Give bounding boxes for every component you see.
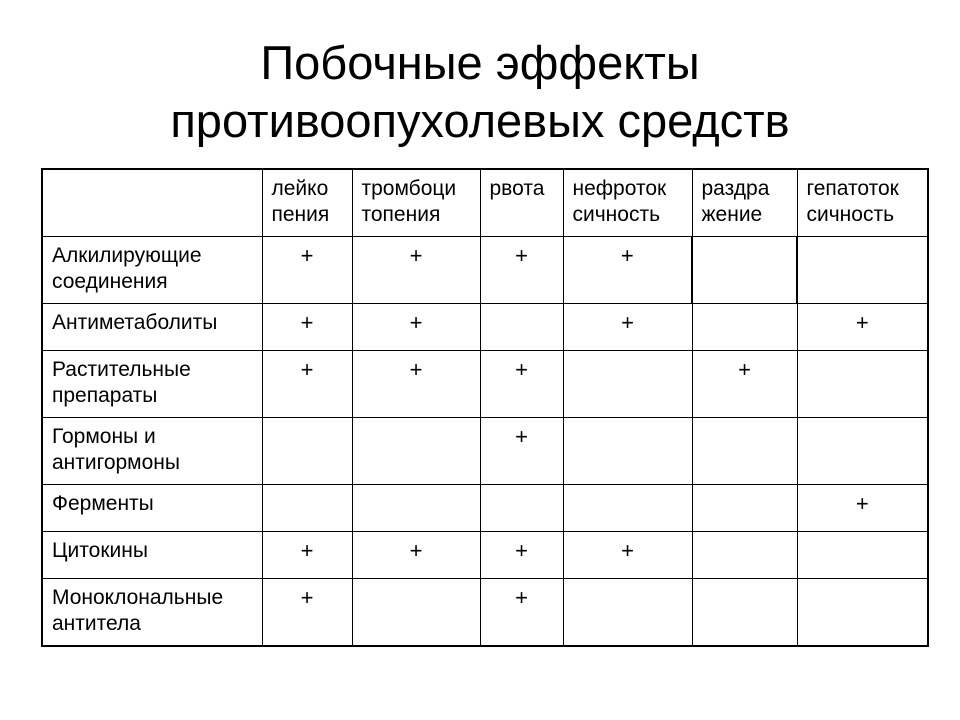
column-header <box>262 169 352 237</box>
table-cell <box>797 579 928 647</box>
table-row <box>42 418 928 485</box>
column-header-line: пения <box>271 203 330 226</box>
column-header-line: раздра <box>701 177 770 200</box>
table-cell <box>797 532 928 579</box>
column-header <box>797 169 928 237</box>
table-cell <box>692 418 797 485</box>
table-cell: + <box>480 351 563 418</box>
table-row <box>42 579 928 647</box>
column-header-line: лейко <box>271 177 329 200</box>
table-cell: + <box>262 532 352 579</box>
row-header <box>42 237 262 304</box>
table-cell <box>352 418 480 485</box>
table-cell <box>352 485 480 532</box>
table-cell: + <box>352 532 480 579</box>
row-header-line: Ферменты <box>52 492 154 515</box>
table-cell: + <box>563 304 692 351</box>
table-cell <box>797 418 928 485</box>
table-cell <box>692 532 797 579</box>
table-cell: + <box>563 532 692 579</box>
corner-cell <box>42 169 262 237</box>
table-cell: + <box>262 351 352 418</box>
row-header-line: антигормоны <box>52 451 180 474</box>
table-cell <box>692 237 797 304</box>
table-cell: + <box>563 237 692 304</box>
slide-title <box>0 34 960 150</box>
table-cell: + <box>797 485 928 532</box>
table-cell <box>480 485 563 532</box>
column-header <box>352 169 480 237</box>
column-header <box>692 169 797 237</box>
column-header-line: тромбоци <box>361 177 457 200</box>
row-header-line: Цитокины <box>52 539 148 562</box>
table-row <box>42 485 928 532</box>
table-cell <box>692 485 797 532</box>
table-cell <box>797 351 928 418</box>
column-header <box>480 169 563 237</box>
column-header-line: жение <box>701 203 763 226</box>
table-cell <box>563 485 692 532</box>
row-header-line: Гормоны и <box>52 425 156 448</box>
row-header-line: антитела <box>52 612 141 635</box>
column-header-line: сичность <box>572 203 661 226</box>
table-row <box>42 304 928 351</box>
table-cell: + <box>480 579 563 647</box>
table-cell <box>480 304 563 351</box>
table-cell: + <box>352 351 480 418</box>
row-header <box>42 579 262 647</box>
table-header-row <box>42 169 928 237</box>
row-header <box>42 485 262 532</box>
table-cell <box>262 485 352 532</box>
table-cell <box>563 579 692 647</box>
row-header <box>42 418 262 485</box>
table-row <box>42 351 928 418</box>
table-cell <box>692 304 797 351</box>
row-header-line: соединения <box>52 270 168 293</box>
column-header-line: гепатоток <box>806 177 899 200</box>
side-effects-table <box>41 168 929 647</box>
column-header-line: рвота <box>489 177 545 200</box>
column-header-line: нефроток <box>572 177 667 200</box>
row-header-line: Антиметаболиты <box>52 311 218 334</box>
row-header <box>42 351 262 418</box>
table-cell: + <box>352 304 480 351</box>
table-cell: + <box>262 579 352 647</box>
table-cell: + <box>692 351 797 418</box>
table-cell: + <box>480 532 563 579</box>
row-header <box>42 304 262 351</box>
table-cell: + <box>480 418 563 485</box>
table-cell: + <box>262 237 352 304</box>
table-cell <box>563 351 692 418</box>
table-cell: + <box>797 304 928 351</box>
table-row <box>42 532 928 579</box>
row-header-line: Алкилирующие <box>52 244 202 267</box>
table-cell <box>352 579 480 647</box>
row-header-line: Растительные <box>52 358 191 381</box>
row-header-line: Моноклональные <box>52 586 224 609</box>
table-cell <box>797 237 928 304</box>
row-header <box>42 532 262 579</box>
column-header <box>563 169 692 237</box>
slide-title-line-2: противоопухолевых средств <box>170 94 790 147</box>
table-cell <box>563 418 692 485</box>
table-cell: + <box>262 304 352 351</box>
table-cell: + <box>480 237 563 304</box>
slide-title-line-1: Побочные эффекты <box>260 36 700 89</box>
table-cell <box>262 418 352 485</box>
column-header-line: топения <box>361 203 441 226</box>
table-cell: + <box>352 237 480 304</box>
table-row <box>42 237 928 304</box>
table-cell <box>692 579 797 647</box>
column-header-line: сичность <box>806 203 895 226</box>
row-header-line: препараты <box>52 384 158 407</box>
